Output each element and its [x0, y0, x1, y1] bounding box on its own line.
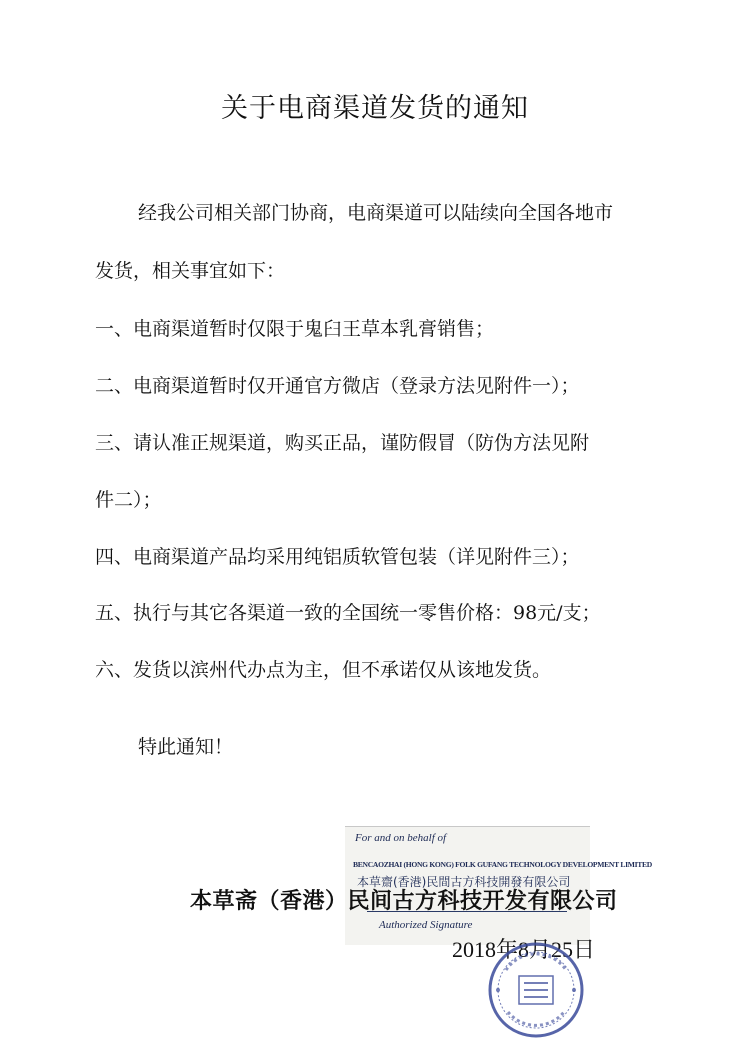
list-item: 四、电商渠道产品均采用纯铝质软管包装（详见附件三）；: [95, 546, 580, 568]
company-name: 本草斋（香港）民间古方科技开发有限公司: [190, 889, 618, 914]
list-item: 一、电商渠道暂时仅限于鬼臼王草本乳膏销售；: [95, 318, 495, 340]
intro-paragraph-line1: 经我公司相关部门协商，电商渠道可以陆续向全国各地市: [138, 202, 614, 224]
list-item-continuation: 件二）；: [95, 489, 162, 511]
list-item: 五、执行与其它各渠道一致的全国统一零售价格：98元/支；: [95, 602, 601, 624]
closing-text: 特此通知！: [138, 736, 234, 758]
stamp-behalf-text: For and on behalf of: [355, 832, 447, 844]
stamp-english-company: BENCAOZHAI (HONG KONG) FOLK GUFANG TECHNOLOGY DEVELOPMENT LIMITED: [353, 860, 652, 869]
document-title: 关于电商渠道发货的通知: [221, 93, 529, 124]
list-item: 三、请认准正规渠道，购买正品，谨防假冒（防伪方法见附: [95, 432, 590, 454]
stamp-chinese-company: 本草齋(香港)民間古方科技開發有限公司: [357, 875, 571, 889]
list-item: 六、发货以滨州代办点为主，但不承诺仅从该地发货。: [95, 659, 552, 681]
official-seal-icon: [486, 940, 586, 1040]
stamp-signature-label: Authorized Signature: [379, 919, 473, 931]
intro-paragraph-line2: 发货，相关事宜如下：: [95, 260, 286, 282]
list-item: 二、电商渠道暂时仅开通官方微店（登录方法见附件一）；: [95, 375, 580, 397]
document-date: 2018年8月25日: [452, 937, 596, 962]
